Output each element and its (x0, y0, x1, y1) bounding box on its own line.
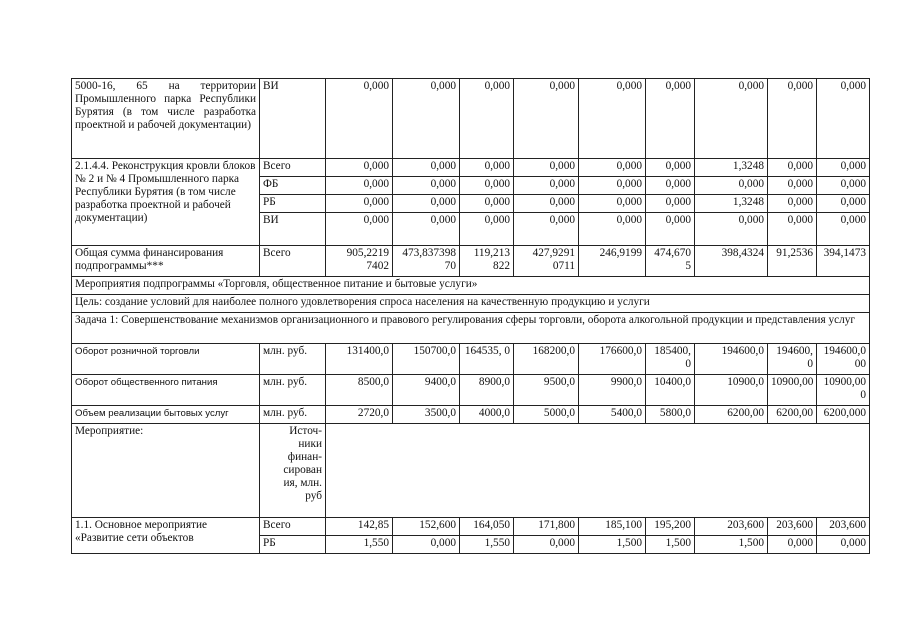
value-cell: 176600,0 (579, 344, 646, 375)
value-cell: 0,000 (817, 195, 870, 213)
value-cell: 195,200 (646, 518, 695, 536)
value-cell: 1,3248 (695, 195, 768, 213)
value-cell: 905,2219 7402 (326, 246, 393, 277)
value-cell: 171,800 (514, 518, 579, 536)
value-cell: 474,670 5 (646, 246, 695, 277)
value-cell: 0,000 (579, 79, 646, 159)
value-cell: 0,000 (646, 79, 695, 159)
value-cell: 0,000 (768, 213, 817, 246)
source-cell: Всего (260, 246, 326, 277)
source-cell: ВИ (260, 79, 326, 159)
value-cell: 194600, 0 (768, 344, 817, 375)
indicator-name: Оборот общественного питания (72, 375, 260, 406)
value-cell: 10900,00 0 (817, 375, 870, 406)
value-cell: 3500,0 (393, 406, 460, 424)
value-cell: 1,500 (646, 536, 695, 554)
value-cell: 0,000 (817, 159, 870, 177)
value-cell: 164535, 0 (460, 344, 514, 375)
value-cell: 0,000 (579, 195, 646, 213)
measure-label: 2.1.4.4. Реконструкция кровли блоков № 2 и № 4 Промышленного парка Республики Бурятия (в том числе разработка проектной и рабочей документации) (72, 159, 260, 246)
value-cell: 0,000 (514, 79, 579, 159)
value-cell: 0,000 (817, 177, 870, 195)
value-cell: 398,4324 (695, 246, 768, 277)
financing-table (71, 78, 870, 554)
indicator-row (72, 344, 870, 375)
value-cell: 0,000 (460, 79, 514, 159)
value-cell: 0,000 (817, 213, 870, 246)
value-cell: 0,000 (460, 159, 514, 177)
empty-cell (326, 424, 870, 518)
table-row (72, 518, 870, 536)
value-cell: 0,000 (393, 536, 460, 554)
value-cell: 0,000 (460, 177, 514, 195)
value-cell: 0,000 (768, 159, 817, 177)
source-cell: ФБ (260, 177, 326, 195)
value-cell: 0,000 (768, 195, 817, 213)
value-cell: 2720,0 (326, 406, 393, 424)
goal-text: Цель: создание условий для наиболее полного удовлетворения спроса населения на качественную продукцию и услуги (72, 295, 870, 313)
indicator-row (72, 406, 870, 424)
indicator-name: Объем реализации бытовых услуг (72, 406, 260, 424)
value-cell: 0,000 (326, 177, 393, 195)
indicator-row (72, 375, 870, 406)
value-cell: 6200,00 (695, 406, 768, 424)
source-cell: РБ (260, 536, 326, 554)
value-cell: 394,1473 (817, 246, 870, 277)
section-row (72, 295, 870, 313)
value-cell: 0,000 (326, 79, 393, 159)
value-cell: 119,213 822 (460, 246, 514, 277)
source-cell: Всего (260, 518, 326, 536)
unit-cell: млн. руб. (260, 344, 326, 375)
value-cell: 6200,00 (768, 406, 817, 424)
document-page (71, 78, 866, 554)
value-cell: 4000,0 (460, 406, 514, 424)
value-cell: 0,000 (460, 213, 514, 246)
value-cell: 0,000 (514, 195, 579, 213)
measure-header-label: Мероприятие: (72, 424, 260, 518)
value-cell: 1,500 (579, 536, 646, 554)
value-cell: 427,9291 0711 (514, 246, 579, 277)
value-cell: 0,000 (695, 177, 768, 195)
value-cell: 246,9199 (579, 246, 646, 277)
value-cell: 9900,0 (579, 375, 646, 406)
value-cell: 5400,0 (579, 406, 646, 424)
value-cell: 0,000 (768, 536, 817, 554)
value-cell: 0,000 (646, 195, 695, 213)
table-row (72, 79, 870, 159)
source-header: Источ- ники финан- сирован ия, млн. руб (260, 424, 326, 518)
value-cell: 473,837398 70 (393, 246, 460, 277)
section-row (72, 277, 870, 295)
value-cell: 0,000 (817, 79, 870, 159)
value-cell: 1,550 (326, 536, 393, 554)
value-cell: 131400,0 (326, 344, 393, 375)
task-text: Задача 1: Совершенствование механизмов организационного и правового регулирования сферы торговли, оборота алкогольной продукции и представления услуг (72, 313, 870, 344)
value-cell: 0,000 (393, 159, 460, 177)
value-cell: 203,600 (768, 518, 817, 536)
value-cell: 91,2536 (768, 246, 817, 277)
table-row (72, 159, 870, 177)
value-cell: 0,000 (768, 177, 817, 195)
value-cell: 0,000 (695, 213, 768, 246)
value-cell: 185,100 (579, 518, 646, 536)
value-cell: 0,000 (326, 213, 393, 246)
value-cell: 10900,0 (695, 375, 768, 406)
value-cell: 0,000 (695, 79, 768, 159)
value-cell: 0,000 (460, 195, 514, 213)
value-cell: 10900,00 (768, 375, 817, 406)
source-cell: РБ (260, 195, 326, 213)
value-cell: 6200,000 (817, 406, 870, 424)
value-cell: 185400, 0 (646, 344, 695, 375)
value-cell: 8500,0 (326, 375, 393, 406)
value-cell: 1,550 (460, 536, 514, 554)
value-cell: 5800,0 (646, 406, 695, 424)
value-cell: 0,000 (514, 536, 579, 554)
measure-label: 5000-16, 65 на территории Промышленного парка Республики Бурятия (в том числе разработка проектной и рабочей документации) (72, 79, 260, 159)
value-cell: 0,000 (393, 213, 460, 246)
value-cell: 0,000 (514, 213, 579, 246)
value-cell: 0,000 (768, 79, 817, 159)
total-row (72, 246, 870, 277)
value-cell: 0,000 (393, 195, 460, 213)
value-cell: 194600,0 00 (817, 344, 870, 375)
value-cell: 0,000 (579, 159, 646, 177)
source-cell: Всего (260, 159, 326, 177)
value-cell: 8900,0 (460, 375, 514, 406)
value-cell: 0,000 (579, 213, 646, 246)
total-label: Общая сумма финансирования подпрограммы*** (72, 246, 260, 277)
value-cell: 0,000 (579, 177, 646, 195)
value-cell: 1,500 (695, 536, 768, 554)
value-cell: 203,600 (695, 518, 768, 536)
value-cell: 9500,0 (514, 375, 579, 406)
unit-cell: млн. руб. (260, 406, 326, 424)
value-cell: 203,600 (817, 518, 870, 536)
value-cell: 0,000 (646, 177, 695, 195)
value-cell: 0,000 (326, 195, 393, 213)
value-cell: 194600,0 (695, 344, 768, 375)
value-cell: 0,000 (393, 177, 460, 195)
value-cell: 0,000 (817, 536, 870, 554)
value-cell: 0,000 (646, 213, 695, 246)
value-cell: 0,000 (393, 79, 460, 159)
measure-label: 1.1. Основное мероприятие «Развитие сети объектов (72, 518, 260, 554)
value-cell: 150700,0 (393, 344, 460, 375)
source-cell: ВИ (260, 213, 326, 246)
indicator-name: Оборот розничной торговли (72, 344, 260, 375)
measures-title: Мероприятия подпрограммы «Торговля, общественное питание и бытовые услуги» (72, 277, 870, 295)
value-cell: 0,000 (326, 159, 393, 177)
value-cell: 164,050 (460, 518, 514, 536)
value-cell: 142,85 (326, 518, 393, 536)
value-cell: 9400,0 (393, 375, 460, 406)
value-cell: 0,000 (514, 159, 579, 177)
value-cell: 10400,0 (646, 375, 695, 406)
value-cell: 0,000 (514, 177, 579, 195)
section-row (72, 313, 870, 344)
unit-cell: млн. руб. (260, 375, 326, 406)
value-cell: 5000,0 (514, 406, 579, 424)
measure-header-row (72, 424, 870, 518)
value-cell: 168200,0 (514, 344, 579, 375)
value-cell: 1,3248 (695, 159, 768, 177)
value-cell: 152,600 (393, 518, 460, 536)
value-cell: 0,000 (646, 159, 695, 177)
